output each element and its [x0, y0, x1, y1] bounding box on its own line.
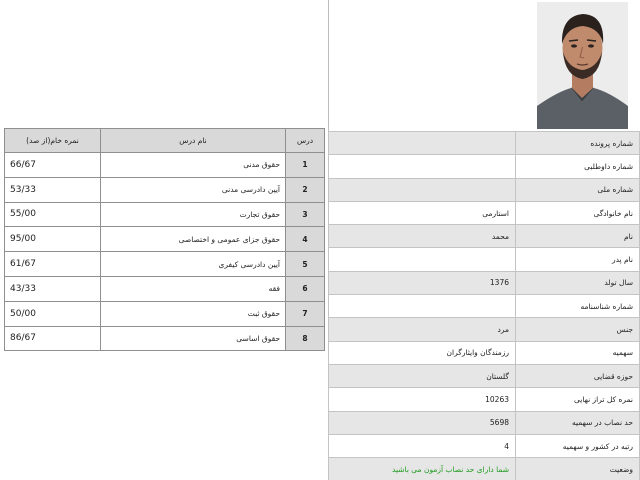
header-course: درس: [286, 129, 325, 153]
portrait-image: [537, 2, 628, 129]
info-value: رزمندگان وایثارگران: [329, 341, 516, 364]
info-row: [329, 434, 640, 457]
info-value: [329, 295, 516, 318]
info-value: استارمی: [329, 201, 516, 224]
course-name: حقوق ثبت: [101, 301, 286, 326]
info-value: [329, 248, 516, 271]
info-value: گلستان: [329, 364, 516, 387]
info-value: محمد: [329, 225, 516, 248]
info-label: سال تولد: [516, 271, 640, 294]
course-number: 2: [286, 177, 325, 202]
grade-row: [5, 227, 325, 252]
info-value: 10263: [329, 388, 516, 411]
grade-score: 95/00: [5, 227, 101, 252]
info-value: 1376: [329, 271, 516, 294]
info-label: رتبه در کشور و سهمیه: [516, 434, 640, 457]
info-value: [329, 155, 516, 178]
info-row: [329, 364, 640, 387]
info-row: [329, 458, 640, 480]
course-name: حقوق جزای عمومی و اختصاصی: [101, 227, 286, 252]
info-value: 5698: [329, 411, 516, 434]
course-number: 8: [286, 326, 325, 351]
header-score: نمره خام(از صد): [5, 129, 101, 153]
info-label: جنس: [516, 318, 640, 341]
grades-header-row: [5, 129, 325, 153]
info-row: [329, 248, 640, 271]
info-row: [329, 295, 640, 318]
grade-score: 53/33: [5, 177, 101, 202]
info-row: [329, 155, 640, 178]
grade-row: [5, 326, 325, 351]
course-number: 6: [286, 276, 325, 301]
course-number: 3: [286, 202, 325, 227]
info-value: مرد: [329, 318, 516, 341]
info-row: [329, 225, 640, 248]
status-value: شما دارای حد نصاب آزمون می باشید: [329, 458, 516, 480]
course-number: 4: [286, 227, 325, 252]
grade-row: [5, 177, 325, 202]
course-name: آیین دادرسی کیفری: [101, 252, 286, 277]
info-row: [329, 178, 640, 201]
info-label: نام: [516, 225, 640, 248]
info-label: سهمیه: [516, 341, 640, 364]
header-course-name: نام درس: [101, 129, 286, 153]
grade-row: [5, 276, 325, 301]
info-row: [329, 388, 640, 411]
info-row: [329, 411, 640, 434]
grade-score: 66/67: [5, 153, 101, 178]
grade-score: 61/67: [5, 252, 101, 277]
course-number: 5: [286, 252, 325, 277]
info-label: حد نصاب در سهمیه: [516, 411, 640, 434]
info-label: شماره ملی: [516, 178, 640, 201]
info-label: نمره کل تراز نهایی: [516, 388, 640, 411]
info-label: شماره پرونده: [516, 132, 640, 155]
info-row: [329, 132, 640, 155]
info-row: [329, 201, 640, 224]
info-value: 4: [329, 434, 516, 457]
grade-score: 55/00: [5, 202, 101, 227]
info-label: نام پدر: [516, 248, 640, 271]
grade-score: 86/67: [5, 326, 101, 351]
candidate-info-table: [328, 131, 640, 480]
course-name: آیین دادرسی مدنی: [101, 177, 286, 202]
course-name: حقوق اساسی: [101, 326, 286, 351]
info-label: شماره داوطلبی: [516, 155, 640, 178]
info-row: [329, 318, 640, 341]
course-name: فقه: [101, 276, 286, 301]
course-name: حقوق تجارت: [101, 202, 286, 227]
grade-row: [5, 301, 325, 326]
grade-row: [5, 153, 325, 178]
info-label: حوزه قضایی: [516, 364, 640, 387]
grade-score: 50/00: [5, 301, 101, 326]
info-label: وضعیت: [516, 458, 640, 480]
grade-score: 43/33: [5, 276, 101, 301]
info-value: [329, 178, 516, 201]
course-number: 7: [286, 301, 325, 326]
info-row: [329, 271, 640, 294]
grade-row: [5, 202, 325, 227]
course-number: 1: [286, 153, 325, 178]
candidate-photo: [537, 2, 628, 129]
grades-table: [4, 128, 325, 351]
grade-row: [5, 252, 325, 277]
info-value: [329, 132, 516, 155]
info-label: نام خانوادگی: [516, 201, 640, 224]
info-row: [329, 341, 640, 364]
info-label: شماره شناسنامه: [516, 295, 640, 318]
course-name: حقوق مدنی: [101, 153, 286, 178]
